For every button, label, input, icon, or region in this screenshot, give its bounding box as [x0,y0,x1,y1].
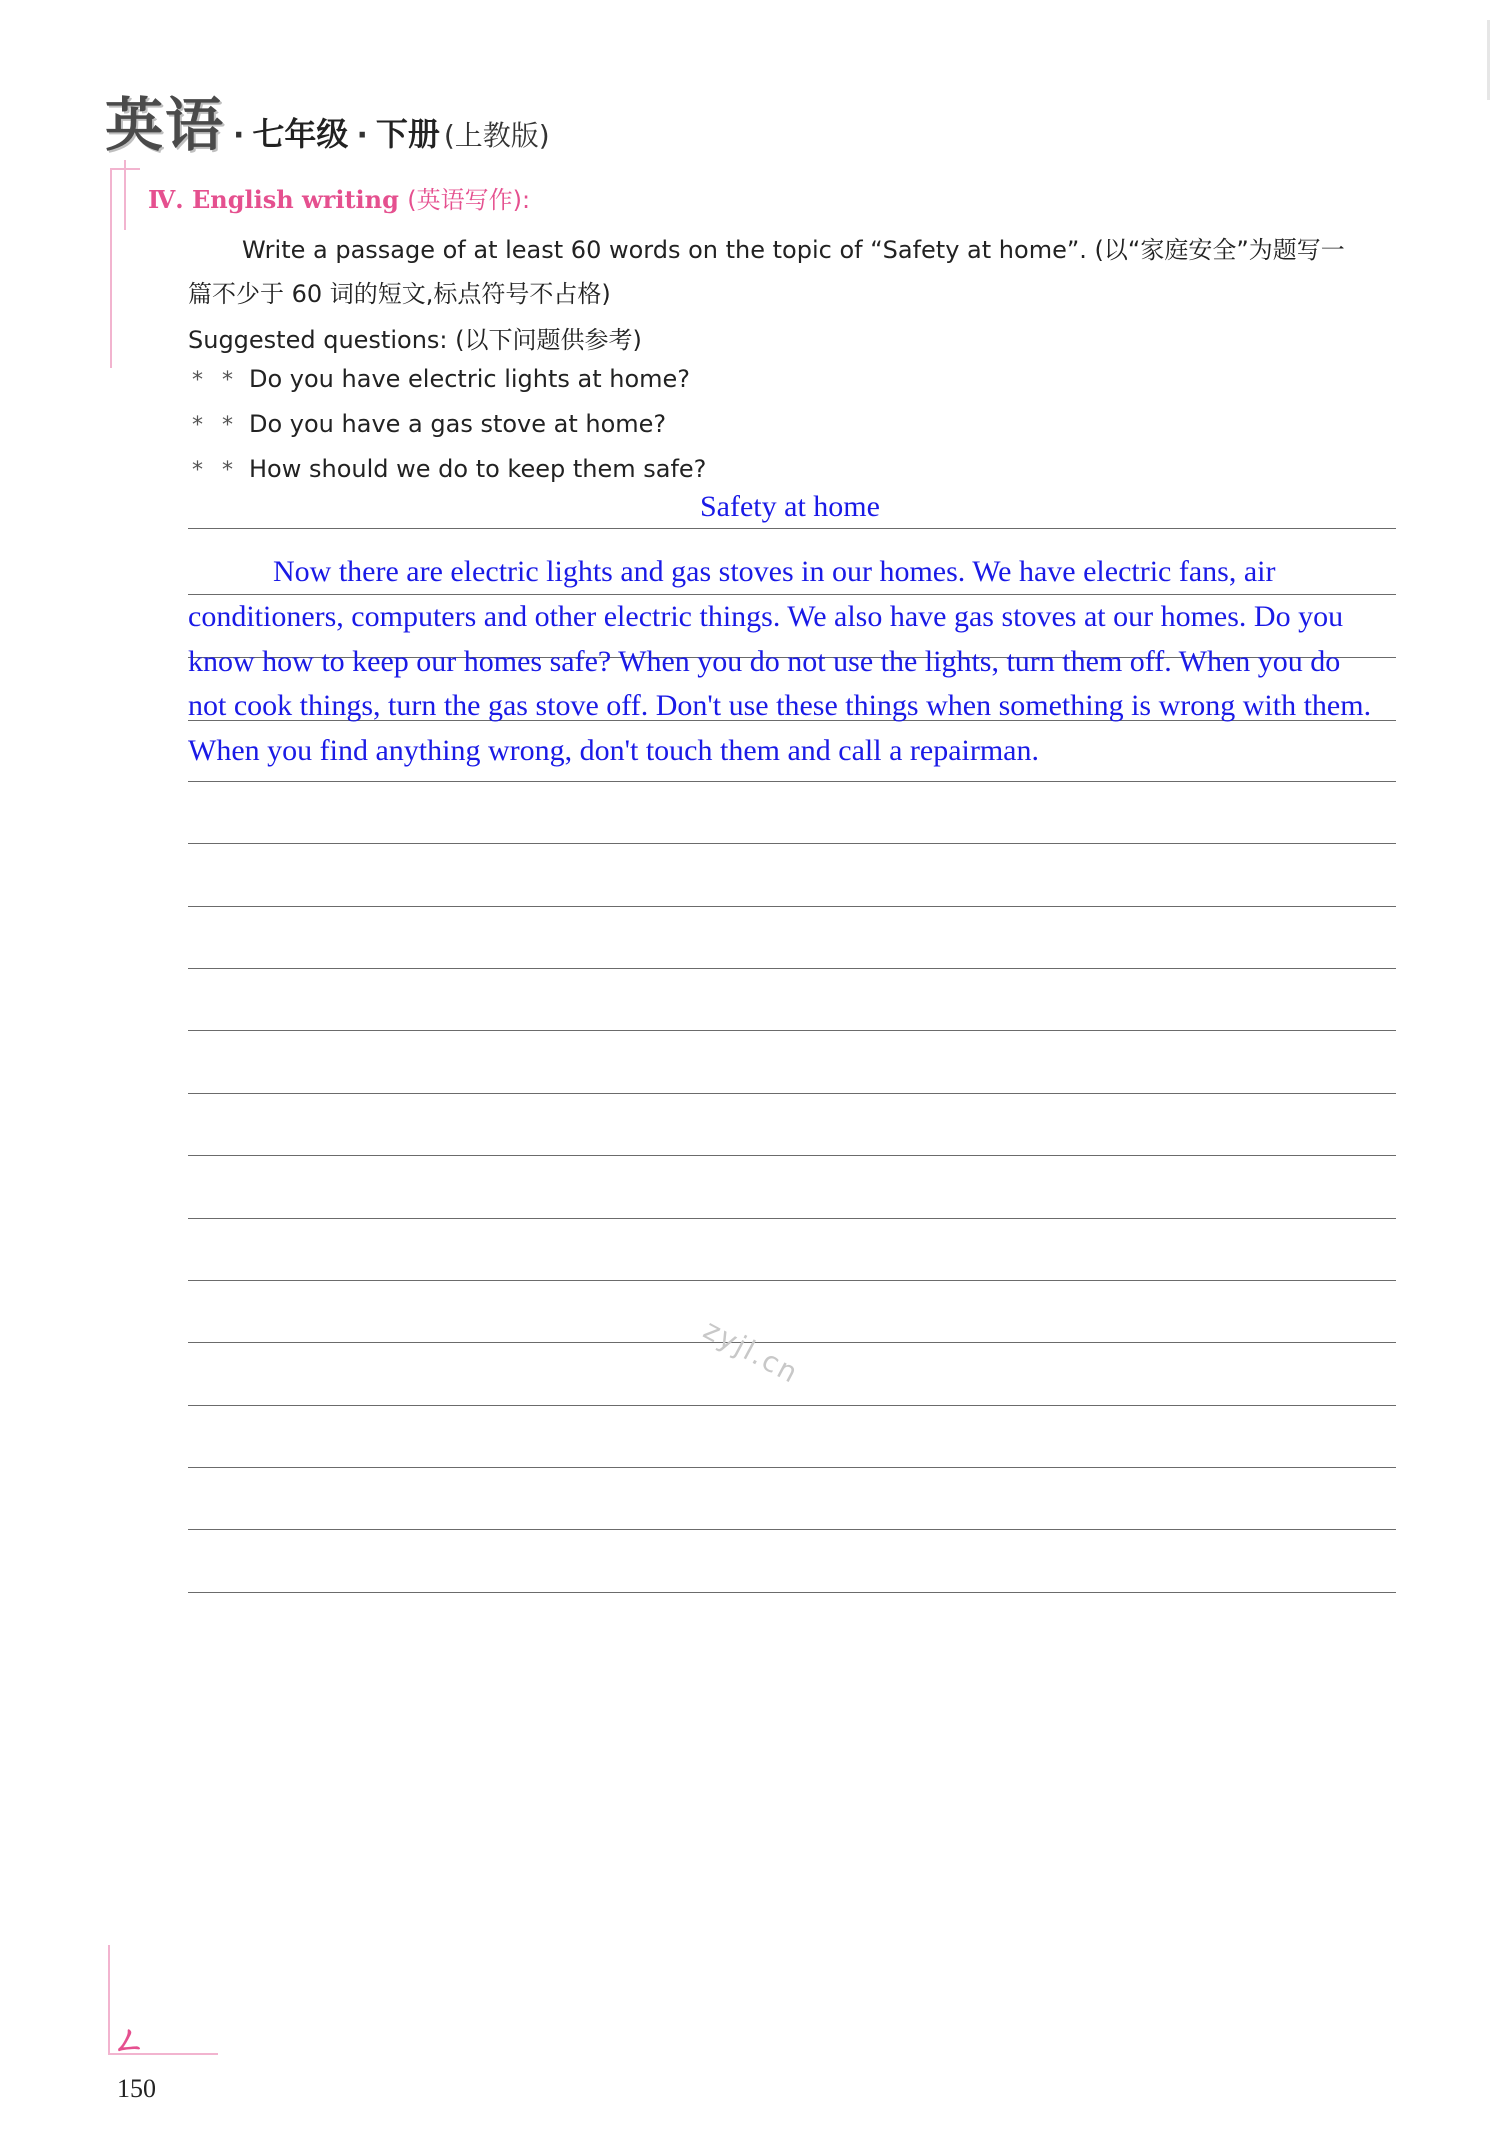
answer-line: When you find anything wrong, don't touch them and call a repairman. [188,734,1040,767]
subject-title: 英语 [105,91,226,159]
answer-title: Safety at home [700,490,880,523]
question-text: How should we do to keep them safe? [249,455,707,483]
writing-line [188,1529,1396,1530]
grade-label: 七年级 [252,115,349,153]
watermark: zyjl.cn [698,1312,805,1391]
question-text: Do you have electric lights at home? [249,365,691,393]
writing-line [188,1030,1396,1031]
footer-decoration [108,1945,110,2055]
writing-line [188,1405,1396,1406]
section-title-cn: (英语写作): [407,186,531,214]
section-decoration [110,168,112,368]
asterisk-marker: * * [192,413,239,438]
section-numeral: Ⅳ. [148,185,184,214]
section-decoration [124,160,126,230]
suggested-questions-label: Suggested questions: (以下问题供参考) [188,326,642,354]
section-title-en: English writing [191,185,399,214]
section-heading [148,180,530,215]
writing-line [188,1592,1396,1593]
page-header [105,78,550,159]
footer-mark: ㄥ [112,2021,146,2061]
writing-line [188,1218,1396,1219]
page-number: 150 [117,2074,156,2103]
writing-line [188,1280,1396,1281]
writing-line [188,594,1396,595]
header-separator: · [356,118,368,153]
page-edge [1487,20,1490,100]
writing-line [188,968,1396,969]
writing-line [188,528,1396,529]
volume-label: 下册 [375,115,440,153]
answer-line: conditioners, computers and other electric things. We also have gas stoves at our homes. Do you [188,600,1344,633]
instruction-line: 篇不少于 60 词的短文,标点符号不占格) [188,280,611,308]
edition-label: (上教版) [443,119,550,152]
suggested-question [192,365,690,393]
writing-line [188,843,1396,844]
header-separator: · [233,118,245,153]
suggested-question [192,410,666,438]
writing-line [188,1155,1396,1156]
writing-line [188,781,1396,782]
question-text: Do you have a gas stove at home? [249,410,667,438]
writing-line [188,1467,1396,1468]
instruction-line: Write a passage of at least 60 words on the topic of “Safety at home”. (以“家庭安全”为题写一 [242,236,1345,264]
writing-line [188,1093,1396,1094]
asterisk-marker: * * [192,458,239,483]
answer-line: know how to keep our homes safe? When you do not use the lights, turn them off. When you do [188,645,1341,678]
suggested-question [192,455,706,483]
answer-line: Now there are electric lights and gas stoves in our homes. We have electric fans, air [273,555,1276,588]
writing-line [188,906,1396,907]
answer-line: not cook things, turn the gas stove off. Don't use these things when something is wrong with them. [188,689,1372,722]
writing-line [188,1342,1396,1343]
asterisk-marker: * * [192,368,239,393]
